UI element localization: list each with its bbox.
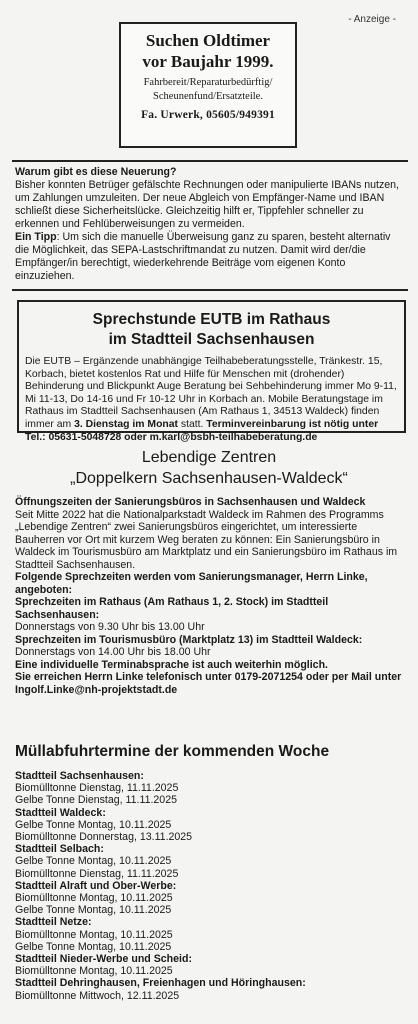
eutb-text: Die EUTB – Ergänzende unabhängige Teilhabeberatungsstelle, Tränkestr. 15, Korbach, bietet kostenlos Rat und Hilfe für Menschen mit (drohender) Behinderung und Blickpunkt Auge Beratung bei Sehbehinderung immer Mo 9-11, Mi 11-13, Do 14-16 und Fr 10-12 Uhr in Korbach an. Mobile Beratungstage im Rathaus im Stadtteil Sachsenhausen (Am Rathaus 1, 34513 Waldeck) finden immer am <box>25 356 397 430</box>
waste-entry: Gelbe Tonne Dienstag, 11.11.2025 <box>15 794 177 807</box>
section-divider <box>12 289 408 291</box>
ad-headline-2: vor Baujahr 1999. <box>142 52 274 71</box>
waste-entry: Gelbe Tonne Montag, 10.11.2025 <box>15 940 172 953</box>
waste-district-heading: Stadtteil Alraft und Ober-Werbe: <box>15 879 177 892</box>
iban-tip-label: Ein Tipp <box>15 231 57 243</box>
waste-entry: Gelbe Tonne Montag, 10.11.2025 <box>15 818 172 831</box>
ad-subline-2: Scheunenfund/Ersatzteile. <box>153 91 263 102</box>
waste-entry: Biomülltonne Mittwoch, 12.11.2025 <box>15 989 180 1002</box>
zentren-contact: Sie erreichen Herrn Linke telefonisch unter 0179-2071254 oder per Mail unter Ingolf.Linke@nh-projektstadt.de <box>15 671 402 696</box>
waste-district-heading: Stadtteil Sachsenhausen: <box>15 770 144 782</box>
ad-subline-1: Fahrbereit/Reparaturbedürftig/ <box>143 77 273 88</box>
zentren-title-1: Lebendige Zentren <box>141 449 277 466</box>
ad-phone: Fa. Urwerk, 05605/949391 <box>141 109 275 121</box>
iban-body: Bisher konnten Betrüger gefälschte Rechnungen oder manipulierte IBANs nutzen, um Zahlungen umzuleiten. Der neue Abgleich von Empfänger-Name und IBAN schließt diese Sicherheitslücke. Gleichzeitig hilft er, Tippfehler schneller zu erkennen und Fehlüberweisungen zu vermeiden. <box>15 179 399 230</box>
eutb-contact: Terminvereinbarung ist nötig unter Tel.: 05631-5048728 oder m.karl@bsbh-teilhabeberatung.de <box>25 418 379 443</box>
zentren-title-2: „Doppelkern Sachsenhausen-Waldeck“ <box>70 470 348 487</box>
waste-entry: Biomülltonne Montag, 10.11.2025 <box>15 928 173 941</box>
zentren-individual: Eine individuelle Terminabsprache ist auch weiterhin möglich. <box>15 658 328 671</box>
waste-entry: Biomülltonne Dienstag, 11.11.2025 <box>15 867 179 880</box>
zentren-intro: Seit Mitte 2022 hat die Nationalparkstadt Waldeck im Rahmen des Programms „Lebendige Zentren“ zwei Sanierungsbüros eingerichtet, um interessierte Bauherren vor Ort mit kurzem Weg beraten zu können: Ein Sanierungsbüro in Waldeck im Tourismusbüro am Marktplatz und ein Sanierungsbüro im Rathaus im Stadtteil Sachsenhausen. <box>15 508 398 571</box>
iban-tip <box>15 231 405 283</box>
waste-entry: Gelbe Tonne Montag, 10.11.2025 <box>15 855 172 868</box>
waste-entry: Biomülltonne Donnerstag, 13.11.2025 <box>15 831 193 844</box>
zentren-rathaus-time: Donnerstags von 9.30 Uhr bis 13.00 Uhr <box>15 621 205 633</box>
eutb-box <box>17 300 406 443</box>
eutb-title-1: Sprechstunde EUTB im Rathaus <box>92 311 331 328</box>
ad-label: - Anzeige - <box>348 14 396 25</box>
section-divider <box>12 160 408 162</box>
waste-schedule-list <box>15 770 405 1002</box>
eutb-date: 3. Dienstag im Monat <box>74 418 178 430</box>
iban-tip-body: : Um sich die manuelle Überweisung ganz zu sparen, besteht alternativ die Möglichkeit, das SEPA-Lastschriftmandat zu nutzen. Damit wird der/die Empfänger/in berechtigt, wiederkehrende Beiträge vom eigenen Konto einzuziehen. <box>15 231 391 282</box>
eutb-text-2: statt. <box>178 418 207 430</box>
waste-title: Müllabfuhrtermine der kommenden Woche <box>15 743 330 760</box>
zentren-rathaus-heading: Sprechzeiten im Rathaus (Am Rathaus 1, 2. Stock) im Stadtteil Sachsenhausen: <box>15 596 329 621</box>
waste-district-heading: Stadtteil Nieder-Werbe und Scheid: <box>15 953 192 966</box>
iban-article <box>15 166 405 283</box>
zentren-article <box>15 496 405 696</box>
zentren-hours-heading: Öffnungszeiten der Sanierungsbüros in Sachsenhausen und Waldeck <box>15 496 366 508</box>
oldtimer-ad-box <box>119 22 297 148</box>
waste-entry: Biomülltonne Dienstag, 11.11.2025 <box>15 782 179 795</box>
zentren-following: Folgende Sprechzeiten werden vom Sanierungsmanager, Herrn Linke, angeboten: <box>15 571 368 596</box>
waste-entry: Biomülltonne Montag, 10.11.2025 <box>15 892 173 905</box>
zentren-title <box>0 447 418 489</box>
zentren-tourismus-heading: Sprechzeiten im Tourismusbüro (Marktplatz 13) im Stadtteil Waldeck: <box>15 633 363 646</box>
eutb-body <box>25 356 398 444</box>
iban-heading: Warum gibt es diese Neuerung? <box>15 166 177 178</box>
waste-district-heading: Stadtteil Waldeck: <box>15 806 106 819</box>
waste-entry: Biomülltonne Montag, 10.11.2025 <box>15 965 173 978</box>
zentren-tourismus-time: Donnerstags von 14.00 Uhr bis 18.00 Uhr <box>15 646 211 658</box>
waste-district-heading: Stadtteil Selbach: <box>15 843 104 856</box>
ad-headline-1: Suchen Oldtimer <box>145 31 271 50</box>
waste-district-heading: Stadtteil Dehringhausen, Freienhagen und Höringhausen: <box>15 977 306 990</box>
eutb-title-2: im Stadtteil Sachsenhausen <box>108 331 315 348</box>
waste-entry: Gelbe Tonne Montag, 10.11.2025 <box>15 904 172 917</box>
waste-district-heading: Stadtteil Netze: <box>15 916 92 929</box>
